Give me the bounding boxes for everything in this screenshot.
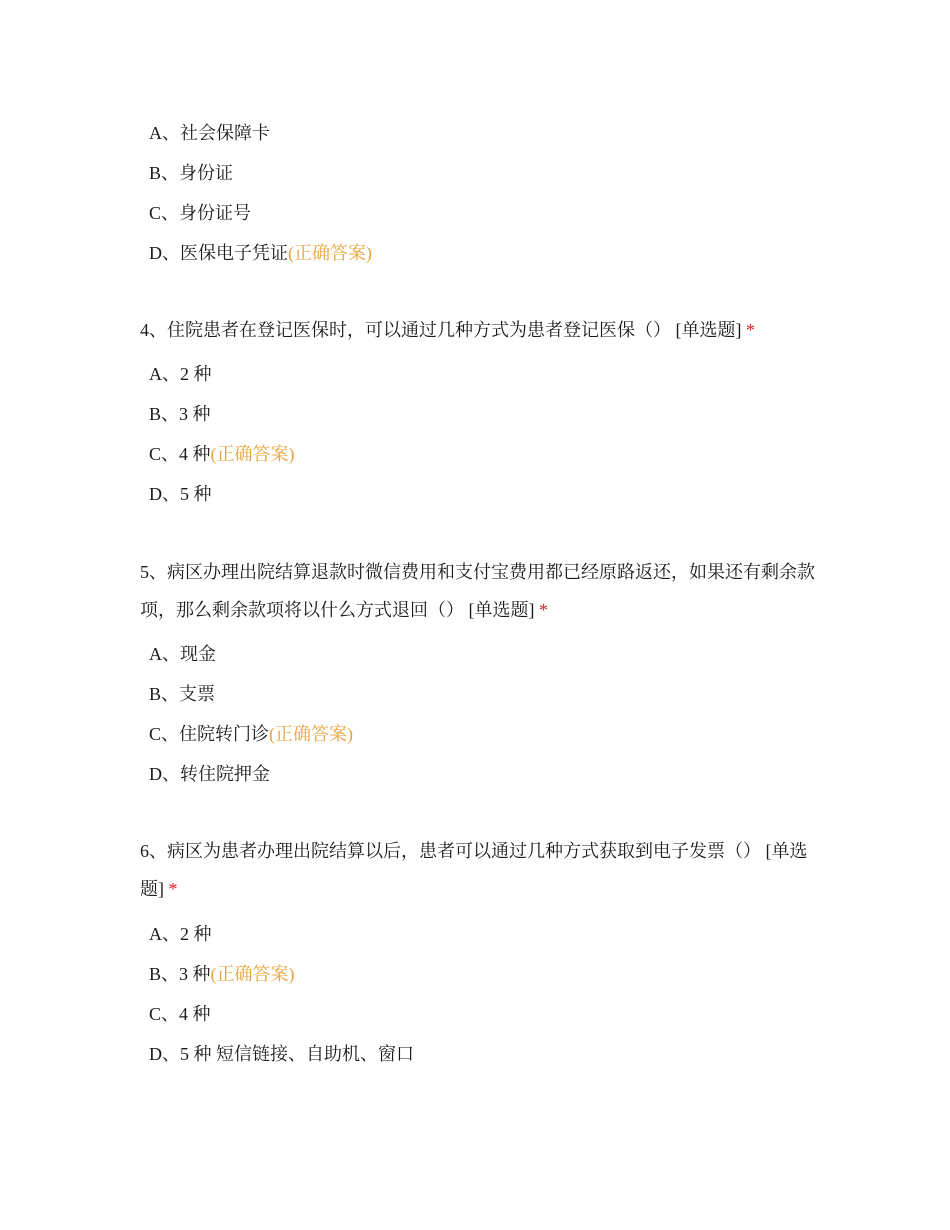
option-text: B、身份证 (149, 163, 234, 183)
option-text: B、支票 (149, 684, 216, 704)
q4-option-b (149, 402, 211, 426)
q6-option-b (149, 962, 295, 986)
correct-answer-label: (正确答案) (269, 724, 354, 744)
q5-option-c (149, 722, 353, 746)
q5-option-b (149, 682, 215, 706)
option-text: D、转住院押金 (149, 764, 270, 784)
correct-answer-label: (正确答案) (210, 444, 295, 464)
option-text: D、医保电子凭证 (149, 243, 288, 263)
option-text: D、5 种 短信链接、自助机、窗口 (149, 1044, 414, 1064)
option-text: A、社会保障卡 (149, 123, 270, 143)
required-mark: * (746, 320, 755, 340)
q5-option-d (149, 762, 270, 786)
required-mark: * (539, 600, 548, 620)
q6-option-c (149, 1002, 211, 1026)
q3-option-c (149, 201, 251, 225)
q3-option-d (149, 241, 372, 265)
q4-option-a (149, 362, 212, 386)
question-text: 5、病区办理出院结算退款时微信费用和支付宝费用都已经原路返还，如果还有剩余款项，那么剩余款项将以什么方式退回（） (140, 562, 815, 620)
option-text: C、4 种 (149, 444, 211, 464)
correct-answer-label: (正确答案) (288, 243, 372, 263)
q4-option-c (149, 442, 295, 466)
option-text: C、身份证号 (149, 203, 252, 223)
q6-option-d (149, 1042, 414, 1066)
q3-option-a (149, 121, 270, 145)
question-type: [单选题] (468, 600, 535, 620)
q5-option-a (149, 642, 216, 666)
option-text: B、3 种 (149, 964, 211, 984)
question-text: 6、病区为患者办理出院结算以后，患者可以通过几种方式获取到电子发票（） (140, 841, 761, 861)
required-mark: * (168, 879, 178, 899)
q3-option-b (149, 161, 233, 185)
option-text: A、2 种 (149, 924, 212, 944)
question-text: 4、住院患者在登记医保时，可以通过几种方式为患者登记医保（） (140, 320, 671, 340)
question-4 (140, 311, 820, 349)
question-5 (140, 553, 820, 629)
question-type: [单选题] (675, 320, 742, 340)
question-6 (140, 832, 820, 908)
q6-option-a (149, 922, 212, 946)
question-type: [单选题] (140, 841, 808, 899)
option-text: B、3 种 (149, 404, 211, 424)
option-text: C、住院转门诊 (149, 724, 270, 744)
option-text: A、2 种 (149, 364, 212, 384)
option-text: C、4 种 (149, 1004, 211, 1024)
q4-option-d (149, 482, 212, 506)
correct-answer-label: (正确答案) (210, 964, 295, 984)
option-text: A、现金 (149, 644, 216, 664)
option-text: D、5 种 (149, 484, 212, 504)
